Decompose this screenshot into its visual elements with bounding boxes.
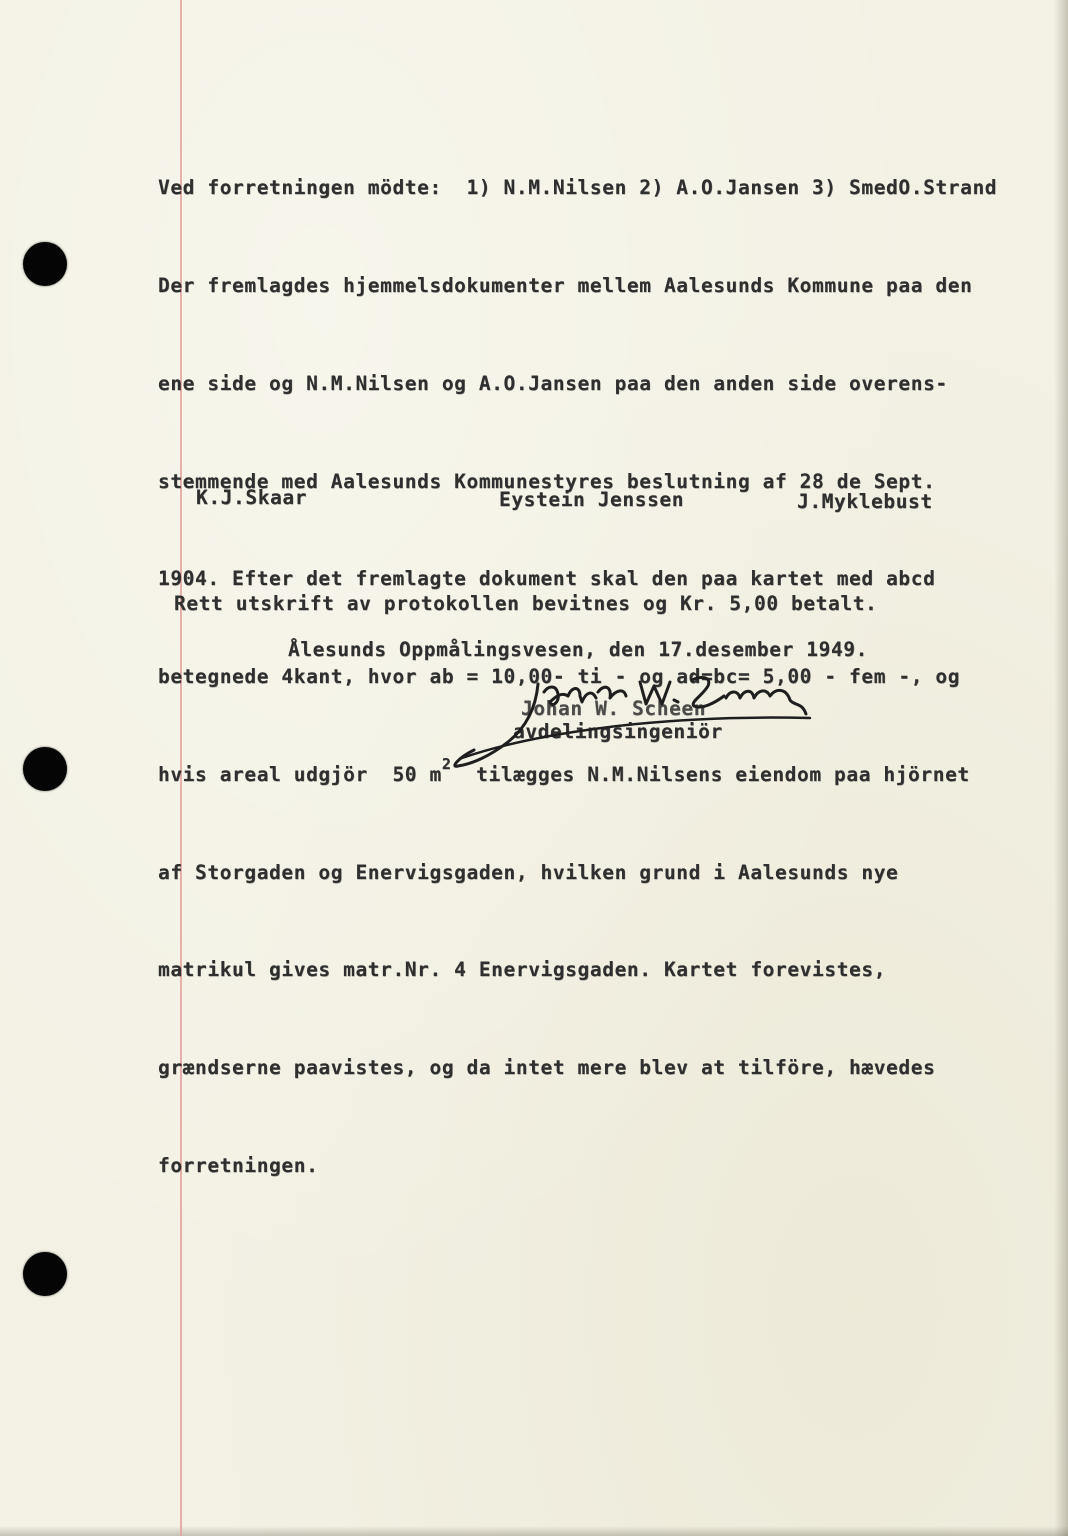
signer-title: avdelingsingeniör <box>513 720 723 743</box>
signer-name: Johan W. Scheen <box>521 697 707 720</box>
punch-hole-top <box>23 242 67 286</box>
body-line: matrikul gives matr.Nr. 4 Enervigsgaden. Kartet forevistes, <box>158 958 887 982</box>
area-text: hvis areal udgjör 50 m <box>158 762 442 786</box>
area-superscript: 2 <box>441 754 452 773</box>
place-date-line: Ålesunds Oppmålingsvesen, den 17.desember 1949. <box>288 638 868 661</box>
body-line: af Storgaden og Enervigsgaden, hvilken grund i Aalesunds nye <box>158 860 899 884</box>
body-line: grændserne paavistes, og da intet mere blev at tilföre, hævedes <box>158 1056 936 1080</box>
body-line: 1904. Efter det fremlagte dokument skal den paa kartet med abcd <box>158 567 936 591</box>
body-line: betegnede 4kant, hvor ab = 10,00- ti - og ad=bc= 5,00 - fem -, og <box>158 665 961 689</box>
body-line: Ved forretningen mödte: 1) N.M.Nilsen 2) A.O.Jansen 3) SmedO.Strand <box>158 176 998 200</box>
page-edge-shadow-right <box>1054 0 1068 1536</box>
body-line: stemmende med Aalesunds Kommunestyres beslutning af 28 de Sept. <box>158 469 936 493</box>
handwritten-signature <box>440 662 820 782</box>
certification-line: Rett utskrift av protokollen bevitnes og Kr. 5,00 betalt. <box>174 592 878 615</box>
body-line: ene side og N.M.Nilsen og A.O.Jansen paa den anden side overens- <box>158 371 948 395</box>
signatory-jenssen: Eystein Jenssen <box>499 488 685 511</box>
body-line: forretningen. <box>158 1154 319 1177</box>
page-edge-shadow-bottom <box>0 1526 1068 1536</box>
signatory-myklebust: J.Myklebust <box>797 490 933 513</box>
punch-hole-bottom <box>23 1252 67 1296</box>
punch-hole-middle <box>23 747 67 791</box>
body-line-area-rest: tilægges N.M.Nilsens eiendom paa hjörnet <box>476 762 970 786</box>
signatory-skaar: K.J.Skaar <box>196 486 308 509</box>
body-line: Der fremlagdes hjemmelsdokumenter mellem Aalesunds Kommune paa den <box>158 273 973 297</box>
